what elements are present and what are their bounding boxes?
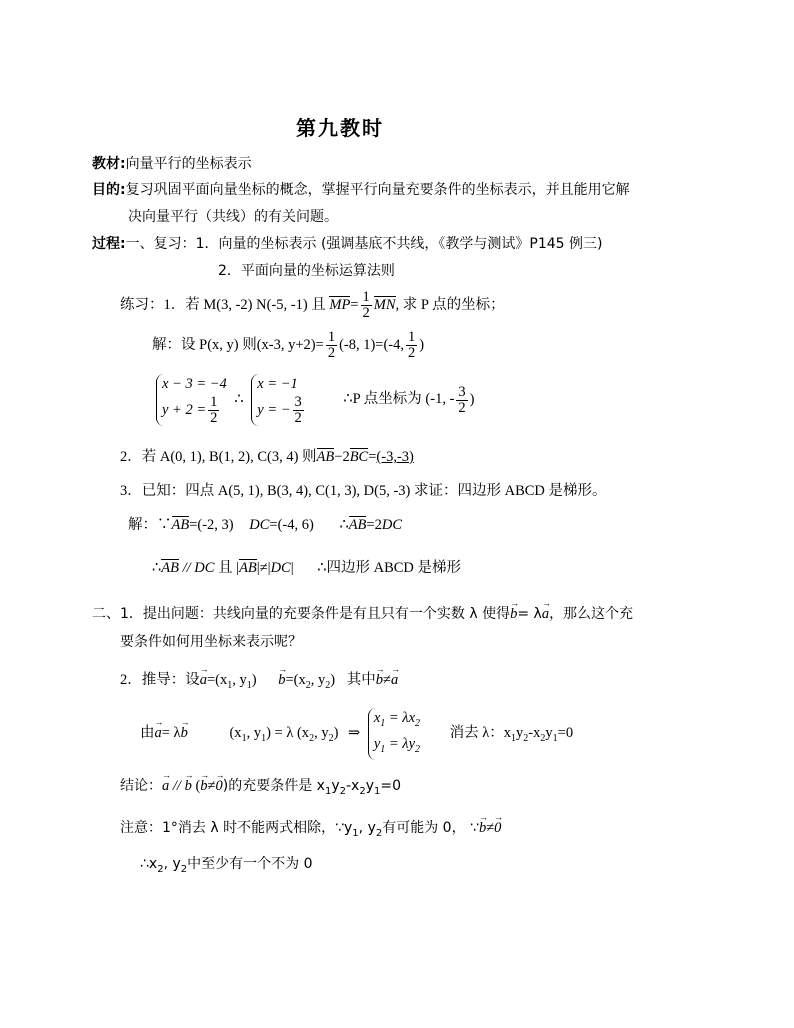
vector-mn: MN — [373, 297, 396, 313]
exercise-1 — [120, 290, 505, 321]
ex2-answer: (-3,-3) — [376, 449, 414, 465]
solution-3b: ∴AB // DC 且 |AB|≠|DC| ∴四边形 ABCD 是梯形 — [152, 560, 462, 576]
note-line-2: $\therefore x_2$, $y_2$中至少有一个不为 0 — [140, 856, 313, 875]
p-coordinate: ∴P 点坐标为 (-1, - — [343, 391, 455, 408]
process-line — [92, 234, 603, 254]
ex1-equals: = — [350, 297, 359, 313]
conclusion-line: 结论：→ a // → b (→ b≠→ 0)的充要条件是 $x_1y_2-x_2y_1=0$ — [120, 776, 401, 802]
part2-line-1: 二、1．提出问题：共线向量的充要条件是有且只有一个实数 λ 使得→ b= λ→ a，那么这个充 — [92, 604, 633, 624]
process-label: 过程: — [92, 236, 126, 252]
page-title: 第九教时 — [296, 116, 384, 140]
material-label: 教材: — [92, 156, 126, 172]
fraction-half-2: $\frac{1}{2}$ — [327, 329, 336, 362]
vector-b: → b — [510, 604, 517, 624]
ex1-text: 练习：1．若 M(3, -2) N(-5, -1) 且 — [120, 297, 326, 313]
goal-label: 目的: — [92, 182, 126, 198]
note-line: 注意：1°消去 λ 时不能两式相除，$\because y_1$, $y_2$有可能为 0， ∵→ b≠→ 0 — [120, 818, 501, 844]
goal-line — [92, 180, 630, 200]
part2-line-2: 要条件如何用坐标来表示呢？ — [120, 634, 302, 650]
review-1: 一、复习：1．向量的坐标表示 (强调基底不共线，《教学与测试》P145 例三) — [125, 236, 603, 252]
system-derivation: $x_1 = \lambda x_2$ $y_1 = \lambda y_2$ — [368, 708, 420, 760]
exercise-2: 2．若 A(0, 1), B(1, 2), C(3, 4) 则AB−2BC=(-3,-3) — [120, 449, 414, 465]
fraction-half: $\frac{1}{2}$ — [362, 289, 370, 322]
material-text: 向量平行的坐标表示 — [125, 156, 252, 172]
fraction-half-3: $\frac{1}{2}$ — [408, 329, 416, 362]
derivation-system: 由→ a= λ→ b ($x_1$, $y_1) = \lambda$ ($x_2$, $y_2$) ⇒ $x_1 = \lambda x_2$ $y_1 = \lambda y_2$ 消去 λ：$x_1y_2-x_2y_1=0$ — [140, 708, 573, 760]
solution-1: 解：设 P(x, y) 则(x-3, y+2)= $\frac{1}{2}$ (-8, 1)=(-4, $\frac{1}{2}$ ) — [152, 329, 425, 362]
exercise-3: 3．已知：四点 A(5, 1), B(3, 4), C(1, 3), D(5, -3) 求证：四边形 ABCD 是梯形。 — [120, 483, 607, 499]
goal-line-2: 决向量平行（共线）的有关问题。 — [128, 209, 338, 225]
solution-3: 解：∵AB=(-2, 3) DC=(-4, 6) ∴AB=2DC — [128, 517, 403, 533]
system-right: x = −1 y = − $\frac{3}{2}$ — [251, 374, 306, 426]
system-left: x − 3 = −4 y + 2 = $\frac{1}{2}$ — [156, 374, 227, 426]
ex1-question: , 求 P 点的坐标； — [395, 297, 505, 313]
vector-a: → a — [542, 604, 549, 624]
goal-text-1: 复习巩固平面向量坐标的概念，掌握平行向量充要条件的坐标表示，并且能用它解 — [125, 182, 630, 198]
review-2: 2．平面向量的坐标运算法则 — [218, 263, 395, 279]
system-equations-1: x − 3 = −4 y + 2 = $\frac{1}{2}$ ∴ x = −1 y = − $\frac{3}{2}$ ∴P 点坐标为 (-1, - $\frac{3}{2}$ ) — [152, 374, 475, 426]
vector-mp: MP — [329, 297, 351, 313]
derivation-line: 2．推导：设→ $a=(x_1$, $y_1) \to b=(x_2$, $y_2$) 其中→ b≠→ a — [120, 670, 398, 696]
material-line — [92, 154, 252, 174]
